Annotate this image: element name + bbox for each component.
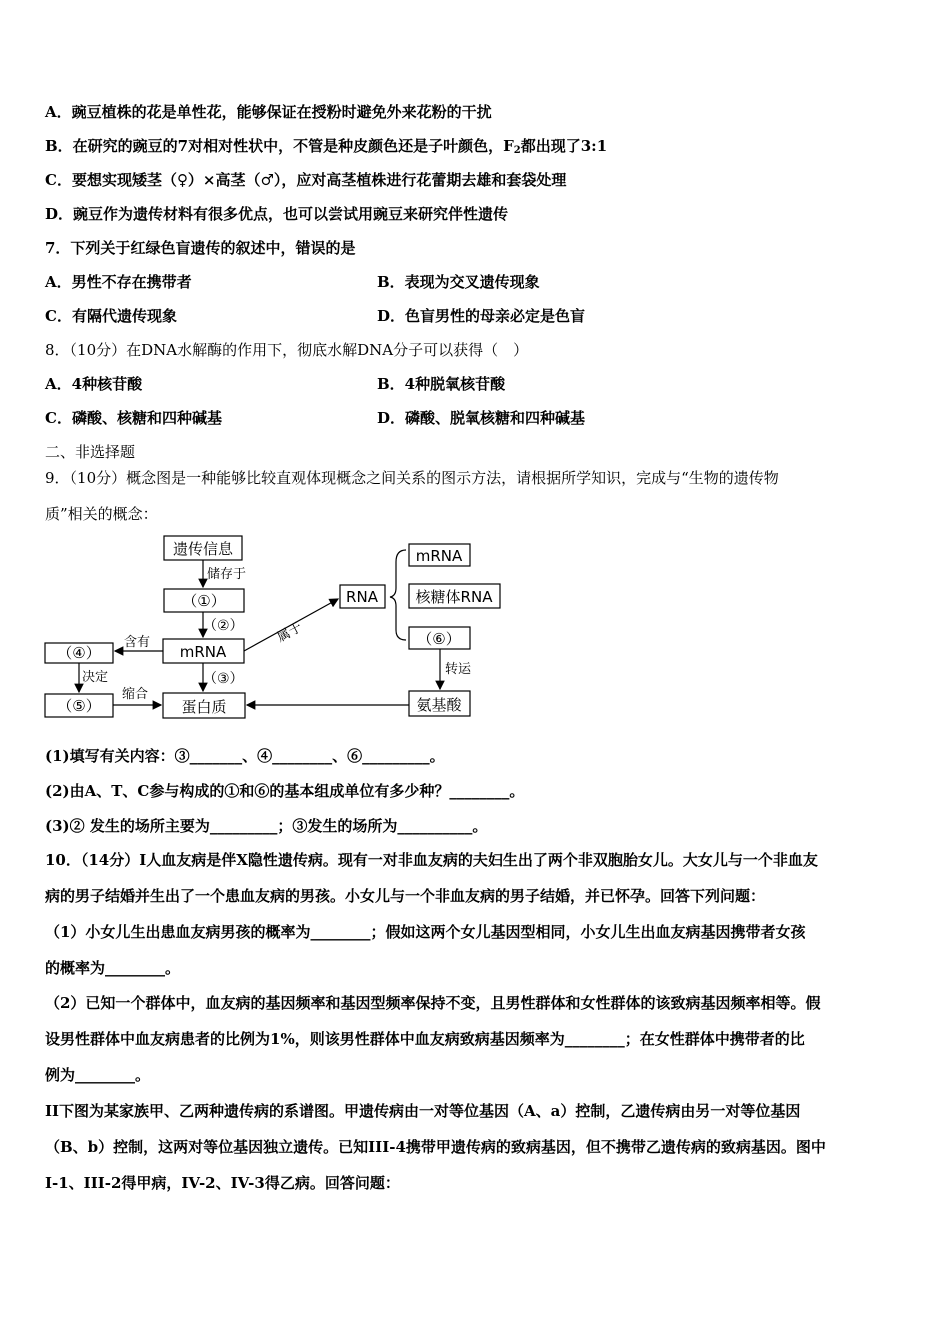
q9-stem-line1: 9．（10分）概念图是一种能够比较直观体现概念之间关系的图示方法，请根据所学知识，完成与“生物的遗传物 <box>45 469 779 487</box>
q6-option-b <box>45 136 607 161</box>
label-transport: 转运 <box>445 662 472 677</box>
label-condense: 缩合 <box>122 687 149 702</box>
label-n4: （④） <box>57 644 101 662</box>
q8-stem: 8．（10分）在DNA水解酶的作用下，彻底水解DNA分子可以获得（ ） <box>45 341 529 359</box>
label-rna: RNA <box>346 588 378 606</box>
label-contains: 含有 <box>124 635 151 650</box>
q9-sub2: (2)由A、T、C参与构成的①和⑥的基本组成单位有多少种？________。 <box>45 782 525 800</box>
label-genetic-info: 遗传信息 <box>172 540 234 558</box>
q10-line1: 10．（14分）I人血友病是伴X隐性遗传病。现有一对非血友病的夫妇生出了两个非双胞胎女儿。大女儿与一个非血友 <box>45 851 818 869</box>
q6-option-a: A．豌豆植株的花是单性花，能够保证在授粉时避免外来花粉的干扰 <box>45 103 492 121</box>
q7-option-a: A．男性不存在携带者 <box>45 273 192 291</box>
q7-option-d: D．色盲男性的母亲必定是色盲 <box>377 307 586 325</box>
label-mrna: mRNA <box>179 643 227 661</box>
q6-option-b-subscript: 2 <box>513 145 521 156</box>
label-protein: 蛋白质 <box>181 698 227 716</box>
q6-option-b-text: B．在研究的豌豆的7对相对性状中，不管是种皮颜色还是子叶颜色，F <box>45 137 514 155</box>
q10-line4: 的概率为________。 <box>45 959 181 977</box>
label-n6: （⑥） <box>417 630 461 648</box>
q10-line6: 设男性群体中血友病患者的比例为1%，则该男性群体中血友病致病基因频率为________；在女性群体中携带者的比 <box>45 1030 805 1048</box>
q8-option-d: D．磷酸、脱氧核糖和四种碱基 <box>377 409 586 427</box>
label-n3: （③） <box>203 671 244 687</box>
label-amino: 氨基酸 <box>416 696 462 714</box>
q10-line7: 例为________。 <box>45 1066 151 1084</box>
label-mrna2: mRNA <box>415 547 463 565</box>
label-n1: （①） <box>182 592 226 610</box>
q7-option-b: B．表现为交叉遗传现象 <box>377 273 540 291</box>
q10-line3: （1）小女儿生出患血友病男孩的概率为________；假如这两个女儿基因型相同，小女儿生出血友病基因携带者女孩 <box>45 923 806 941</box>
label-belongs: 属于 <box>274 620 305 646</box>
q8-option-c: C．磷酸、核糖和四种碱基 <box>45 409 222 427</box>
q9-sub3: (3)② 发生的场所主要为_________；③发生的场所为__________。 <box>45 817 488 835</box>
q10-line8: II下图为某家族甲、乙两种遗传病的系谱图。甲遗传病由一对等位基因（A、a）控制，乙遗传病由另一对等位基因 <box>45 1102 801 1120</box>
q7-stem: 7．下列关于红绿色盲遗传的叙述中，错误的是 <box>45 239 356 257</box>
q10-line5: （2）已知一个群体中，血友病的基因频率和基因型频率保持不变，且男性群体和女性群体的该致病基因频率相等。假 <box>45 994 821 1012</box>
q10-line10: I-1、III-2得甲病，IV-2、IV-3得乙病。回答问题： <box>45 1174 400 1192</box>
q7-option-c: C．有隔代遗传现象 <box>45 307 177 325</box>
concept-map-diagram <box>40 530 510 725</box>
section-heading: 二、非选择题 <box>45 443 136 461</box>
q6-option-d: D．豌豆作为遗传材料有很多优点，也可以尝试用豌豆来研究伴性遗传 <box>45 205 509 223</box>
q10-line2: 病的男子结婚并生出了一个患血友病的男孩。小女儿与一个非血友病的男子结婚，并已怀孕。回答下列问题： <box>45 887 766 905</box>
q9-sub1: (1)填写有关内容：③_______、④________、⑥_________。 <box>45 747 445 765</box>
label-rrna: 核糖体RNA <box>415 588 493 606</box>
q9-stem-line2: 质”相关的概念： <box>45 505 158 523</box>
q8-option-b: B．4种脱氧核苷酸 <box>377 375 506 393</box>
q6-option-b-tail: 都出现了3:1 <box>520 137 608 155</box>
q10-line9: （B、b）控制，这两对等位基因独立遗传。已知III-4携带甲遗传病的致病基因，但不携带乙遗传病的致病基因。图中 <box>45 1138 826 1156</box>
label-decides: 决定 <box>82 670 109 685</box>
q8-option-a: A．4种核苷酸 <box>45 375 143 393</box>
q6-option-c: C．要想实现矮茎（♀）×高茎（♂），应对高茎植株进行花蕾期去雄和套袋处理 <box>45 171 567 189</box>
label-stored-in: 储存于 <box>207 567 247 582</box>
label-n2: （②） <box>203 618 244 634</box>
label-n5: （⑤） <box>57 697 101 715</box>
brace-line <box>390 550 406 640</box>
